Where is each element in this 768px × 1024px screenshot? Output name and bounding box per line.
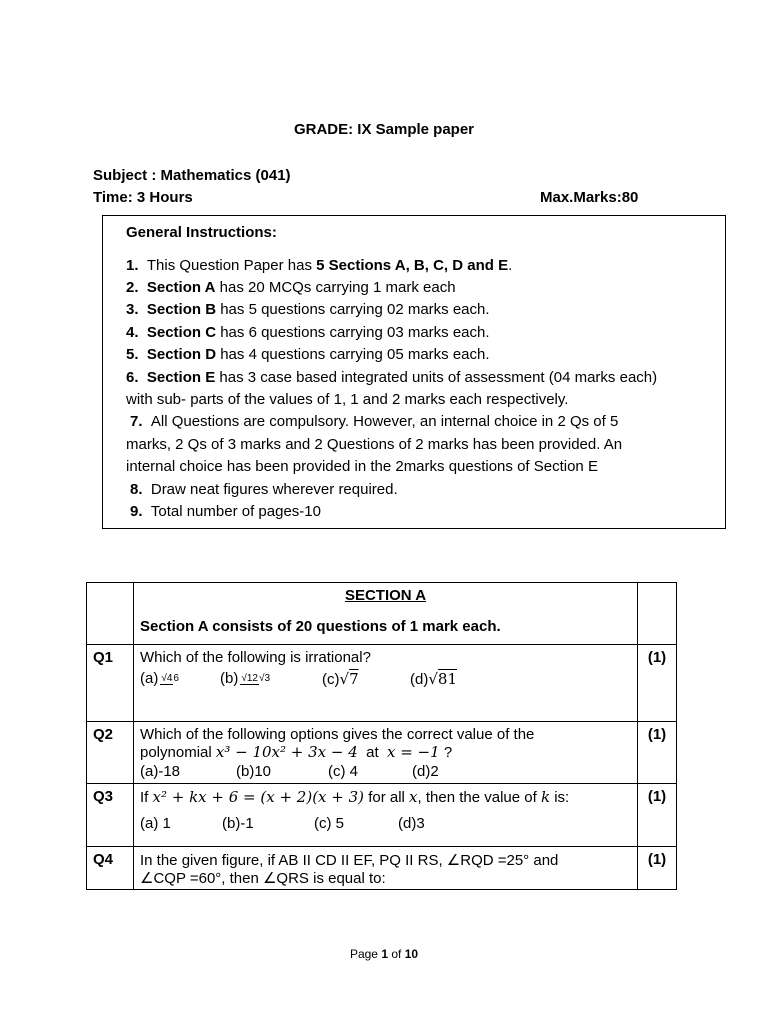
- marks: (1): [638, 784, 677, 847]
- question-text: Which of the following options gives the correct value of the: [140, 726, 535, 743]
- option-a: (a) 1: [140, 815, 171, 832]
- instruction-text: This Question Paper has: [146, 257, 317, 274]
- question-body: [134, 784, 638, 847]
- instruction-item: [130, 503, 321, 520]
- options-row: [140, 670, 631, 688]
- question-text: [140, 788, 631, 806]
- section-a-table: [86, 582, 677, 890]
- page-title: GRADE: IX Sample paper: [293, 121, 475, 138]
- text: is:: [550, 789, 570, 806]
- instruction-item: [126, 436, 622, 453]
- time-line: Time: 3 Hours: [93, 189, 193, 206]
- instruction-text: internal choice has been provided in the 2marks questions of Section E: [126, 458, 598, 475]
- instruction-bold: Section A: [146, 279, 216, 296]
- option-c: (c) 5: [314, 815, 344, 832]
- option-a: (a)-18: [140, 763, 181, 780]
- question-body: [134, 847, 638, 890]
- page-number: 1: [381, 947, 388, 961]
- subject-line: Subject : Mathematics (041): [93, 167, 291, 184]
- question-body: [134, 645, 638, 722]
- option-label: (a): [140, 670, 159, 687]
- table-row: [87, 722, 677, 784]
- option-d: (d)3: [398, 815, 425, 832]
- instruction-number: 1.: [126, 257, 147, 274]
- option-c: [322, 670, 410, 688]
- options-row: [140, 763, 631, 780]
- instruction-text: with sub- parts of the values of 1, 1 and 2 marks each respectively.: [126, 391, 569, 408]
- instruction-number: 9.: [130, 503, 151, 520]
- instruction-text: Draw neat figures wherever required.: [150, 481, 398, 498]
- text: polynomial: [140, 744, 216, 761]
- instruction-number: 7.: [130, 413, 151, 430]
- instruction-item: [126, 458, 598, 475]
- fraction-num: √4: [161, 673, 173, 685]
- fraction-num: √12: [241, 673, 258, 685]
- equation: x² + kx + 6 = (x + 2)(x + 3): [152, 788, 365, 806]
- sqrt: √7: [339, 670, 359, 688]
- question-text: Which of the following is irrational?: [140, 649, 371, 666]
- fraction: [240, 673, 270, 685]
- page-total: 10: [404, 947, 419, 961]
- instruction-text: has 4 questions carrying 05 marks each.: [216, 346, 490, 363]
- section-a-subtitle: Section A consists of 20 questions of 1 mark each.: [140, 618, 501, 635]
- text: , then the value of: [417, 789, 541, 806]
- page-footer: [0, 947, 768, 961]
- instruction-item: [130, 413, 618, 430]
- instruction-item: [130, 481, 398, 498]
- text: for all: [364, 789, 410, 806]
- instruction-text: Total number of pages-10: [150, 503, 321, 520]
- question-text: In the given figure, if AB II CD II EF, PQ II RS, ∠RQD =25° and: [140, 852, 559, 869]
- footer-text: Page: [349, 947, 382, 961]
- option-b: (b)-1: [222, 815, 254, 832]
- fraction: [160, 673, 179, 685]
- instruction-number: 4.: [126, 324, 147, 341]
- text: If: [140, 789, 153, 806]
- instruction-text: marks, 2 Qs of 3 marks and 2 Questions of 2 marks has been provided. An: [126, 436, 623, 453]
- fraction-den: 6: [173, 673, 179, 685]
- option-b: [220, 670, 322, 688]
- radicand: 7: [349, 670, 359, 688]
- instructions-heading: General Instructions:: [126, 224, 277, 241]
- sqrt: √81: [428, 670, 457, 688]
- polynomial: x³ − 10x² + 3x − 4: [215, 743, 358, 761]
- instruction-bold: 5 Sections A, B, C, D and E: [316, 257, 509, 274]
- instruction-bold: Section B: [146, 301, 217, 318]
- option-label: (b): [220, 670, 239, 687]
- text: ?: [439, 744, 453, 761]
- blank-cell: [87, 583, 134, 645]
- instruction-item: [126, 346, 490, 363]
- table-row: [87, 847, 677, 890]
- instruction-number: 2.: [126, 279, 147, 296]
- instruction-item: [126, 257, 512, 274]
- option-label: (c): [322, 671, 340, 688]
- question-body: [134, 722, 638, 784]
- instruction-number: 6.: [126, 369, 147, 386]
- instruction-bold: Section D: [146, 346, 217, 363]
- question-number: Q4: [87, 847, 134, 890]
- question-text-line2: [140, 743, 631, 761]
- option-d: [410, 670, 457, 688]
- table-row: [87, 784, 677, 847]
- option-b: (b)10: [236, 763, 272, 780]
- option-a: [140, 670, 220, 688]
- instruction-text: has 3 case based integrated units of assessment (04 marks each): [215, 369, 658, 386]
- instruction-bold: Section C: [146, 324, 217, 341]
- question-number: Q1: [87, 645, 134, 722]
- variable: x: [409, 788, 418, 806]
- instruction-bold: Section E: [146, 369, 216, 386]
- marks: (1): [638, 645, 677, 722]
- x-value: x = −1: [386, 743, 440, 761]
- question-number: Q2: [87, 722, 134, 784]
- instruction-number: 8.: [130, 481, 151, 498]
- marks: (1): [638, 847, 677, 890]
- table-row: [87, 645, 677, 722]
- text: at: [357, 744, 387, 761]
- variable: k: [540, 788, 551, 806]
- instruction-number: 5.: [126, 346, 147, 363]
- instruction-text: .: [508, 257, 513, 274]
- marks: (1): [638, 722, 677, 784]
- options-row: [140, 815, 631, 832]
- instruction-item: [126, 279, 456, 296]
- section-a-header: [134, 583, 638, 645]
- instruction-text: has 6 questions carrying 03 marks each.: [216, 324, 490, 341]
- instruction-text: has 20 MCQs carrying 1 mark each: [215, 279, 456, 296]
- question-text-line2: ∠CQP =60°, then ∠QRS is equal to:: [140, 870, 386, 887]
- radicand: 81: [437, 670, 457, 688]
- instruction-item: [126, 324, 490, 341]
- option-label: (d): [410, 671, 429, 688]
- max-marks: Max.Marks:80: [540, 189, 639, 206]
- question-number: Q3: [87, 784, 134, 847]
- section-a-title: SECTION A: [344, 587, 427, 604]
- option-c: (c) 4: [328, 763, 358, 780]
- instruction-item: [126, 369, 657, 386]
- instruction-item: [126, 301, 490, 318]
- instruction-number: 3.: [126, 301, 147, 318]
- fraction-den: √3: [258, 673, 271, 685]
- blank-cell: [638, 583, 677, 645]
- instruction-text: has 5 questions carrying 02 marks each.: [216, 301, 490, 318]
- instruction-item: [126, 391, 568, 408]
- footer-text: of: [388, 947, 405, 961]
- option-d: (d)2: [412, 763, 439, 780]
- instruction-text: All Questions are compulsory. However, an internal choice in 2 Qs of 5: [150, 413, 619, 430]
